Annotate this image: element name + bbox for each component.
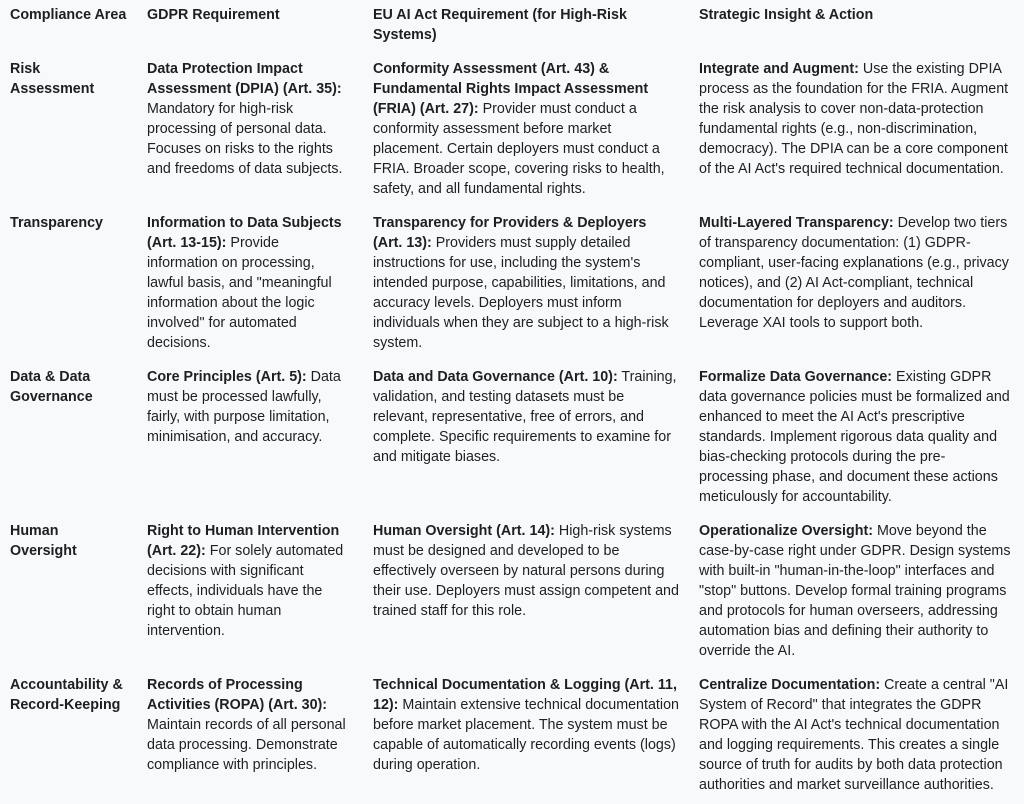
table-row (0, 360, 1024, 514)
cell-area (0, 206, 137, 360)
insight-text: Existing GDPR data governance policies must be formalized and enhanced to meet the AI Act's prescriptive standards. Implement rigorous data quality and bias-checking protocols during the pre-processing phase, and document these actions meticulously for accountability. (699, 369, 1010, 505)
cell-area (0, 668, 137, 802)
header-compliance-area: Compliance Area (10, 7, 127, 23)
cell-aiact (363, 668, 689, 802)
aiact-heading: Technical Documentation & Logging (Art. 11, 12): (373, 677, 677, 713)
table-row (0, 52, 1024, 206)
insight-heading: Centralize Documentation: (699, 677, 881, 693)
insight-heading: Operationalize Oversight: (699, 523, 873, 539)
gdpr-text: Provide information on processing, lawful basis, and "meaningful information about the logic involved" for automated decisions. (147, 235, 332, 351)
cell-insight (689, 52, 1024, 206)
gdpr-heading: Information to Data Subjects (Art. 13-15): (147, 215, 342, 251)
insight-text: Use the existing DPIA process as the foundation for the FRIA. Augment the risk analysis to cover non-data-protection fundamental rights (e.g., non-discrimination, democracy). The DPIA can be a core component of the AI Act's required technical documentation. (699, 61, 1009, 177)
header-ai-act: EU AI Act Requirement (for High-Risk Systems) (373, 7, 627, 43)
compliance-area: Data & Data Governance (10, 369, 93, 405)
header-gdpr: GDPR Requirement (147, 7, 280, 23)
gdpr-text: Maintain records of all personal data processing. Demonstrate compliance with principles. (147, 717, 346, 773)
gdpr-text: For solely automated decisions with significant effects, individuals have the right to obtain human intervention. (147, 543, 344, 639)
gdpr-text: Data must be processed lawfully, fairly, with purpose limitation, minimisation, and accuracy. (147, 369, 341, 445)
aiact-text: Maintain extensive technical documentation before market placement. The system must be capable of automatically recording events (logs) during operation. (373, 697, 679, 773)
aiact-heading: Human Oversight (Art. 14): (373, 523, 555, 539)
cell-insight (689, 206, 1024, 360)
gdpr-heading: Data Protection Impact Assessment (DPIA) (Art. 35): (147, 61, 342, 97)
gdpr-text: Mandatory for high-risk processing of personal data. Focuses on risks to the rights and freedoms of data subjects. (147, 101, 343, 177)
aiact-text: Provider must conduct a conformity assessment before market placement. Certain deployers must conduct a FRIA. Broader scope, covering risks to health, safety, and all fundamental rights. (373, 101, 665, 197)
aiact-text: Providers must supply detailed instructions for use, including the system's intended purpose, capabilities, limitations, and accuracy levels. Deployers must inform individuals when they are subject to a high-risk system. (373, 235, 669, 351)
compliance-area: Human Oversight (10, 523, 77, 559)
table-row (0, 206, 1024, 360)
insight-heading: Integrate and Augment: (699, 61, 859, 77)
aiact-text: Training, validation, and testing datasets must be relevant, representative, free of errors, and complete. Specific requirements to examine for and mitigate biases. (373, 369, 677, 465)
insight-heading: Multi-Layered Transparency: (699, 215, 894, 231)
aiact-heading: Conformity Assessment (Art. 43) & Fundamental Rights Impact Assessment (FRIA) (Art. 27): (373, 61, 649, 117)
cell-area (0, 52, 137, 206)
gdpr-heading: Right to Human Intervention (Art. 22): (147, 523, 340, 559)
table-row (0, 668, 1024, 802)
table-row (0, 514, 1024, 668)
cell-gdpr (137, 514, 363, 668)
gdpr-heading: Core Principles (Art. 5): (147, 369, 307, 385)
table-header-row (0, 0, 1024, 52)
cell-gdpr (137, 52, 363, 206)
aiact-text: High-risk systems must be designed and developed to be effectively overseen by natural persons during their use. Deployers must assign competent and trained staff for this role. (373, 523, 679, 619)
cell-gdpr (137, 668, 363, 802)
cell-aiact (363, 514, 689, 668)
compliance-area: Risk Assessment (10, 61, 95, 97)
cell-aiact (363, 206, 689, 360)
cell-insight (689, 514, 1024, 668)
cell-aiact (363, 52, 689, 206)
compliance-area: Accountability & Record-Keeping (10, 677, 123, 713)
compliance-area: Transparency (10, 215, 103, 231)
insight-text: Create a central "AI System of Record" that integrates the GDPR ROPA with the AI Act's technical documentation and logging requirements. This creates a single source of truth for audits by both data protection authorities and market surveillance authorities. (699, 677, 1009, 793)
aiact-heading: Transparency for Providers & Deployers (Art. 13): (373, 215, 647, 251)
cell-area (0, 360, 137, 514)
cell-insight (689, 360, 1024, 514)
cell-insight (689, 668, 1024, 802)
insight-text: Move beyond the case-by-case right under GDPR. Design systems with built-in "human-in-the-loop" interfaces and "stop" buttons. Develop formal training programs and protocols for human overseers, addressing automation bias and defining their authority to override the AI. (699, 523, 1011, 659)
insight-text: Develop two tiers of transparency documentation: (1) GDPR-compliant, user-facing explanations (e.g., privacy notices), and (2) AI Act-compliant, technical documentation for deployers and auditors. Leverage XAI tools to support both. (699, 215, 1009, 331)
cell-area (0, 514, 137, 668)
aiact-heading: Data and Data Governance (Art. 10): (373, 369, 618, 385)
insight-heading: Formalize Data Governance: (699, 369, 893, 385)
cell-gdpr (137, 360, 363, 514)
gdpr-heading: Records of Processing Activities (ROPA) (Art. 30): (147, 677, 328, 713)
cell-aiact (363, 360, 689, 514)
cell-gdpr (137, 206, 363, 360)
header-insight: Strategic Insight & Action (699, 7, 874, 23)
